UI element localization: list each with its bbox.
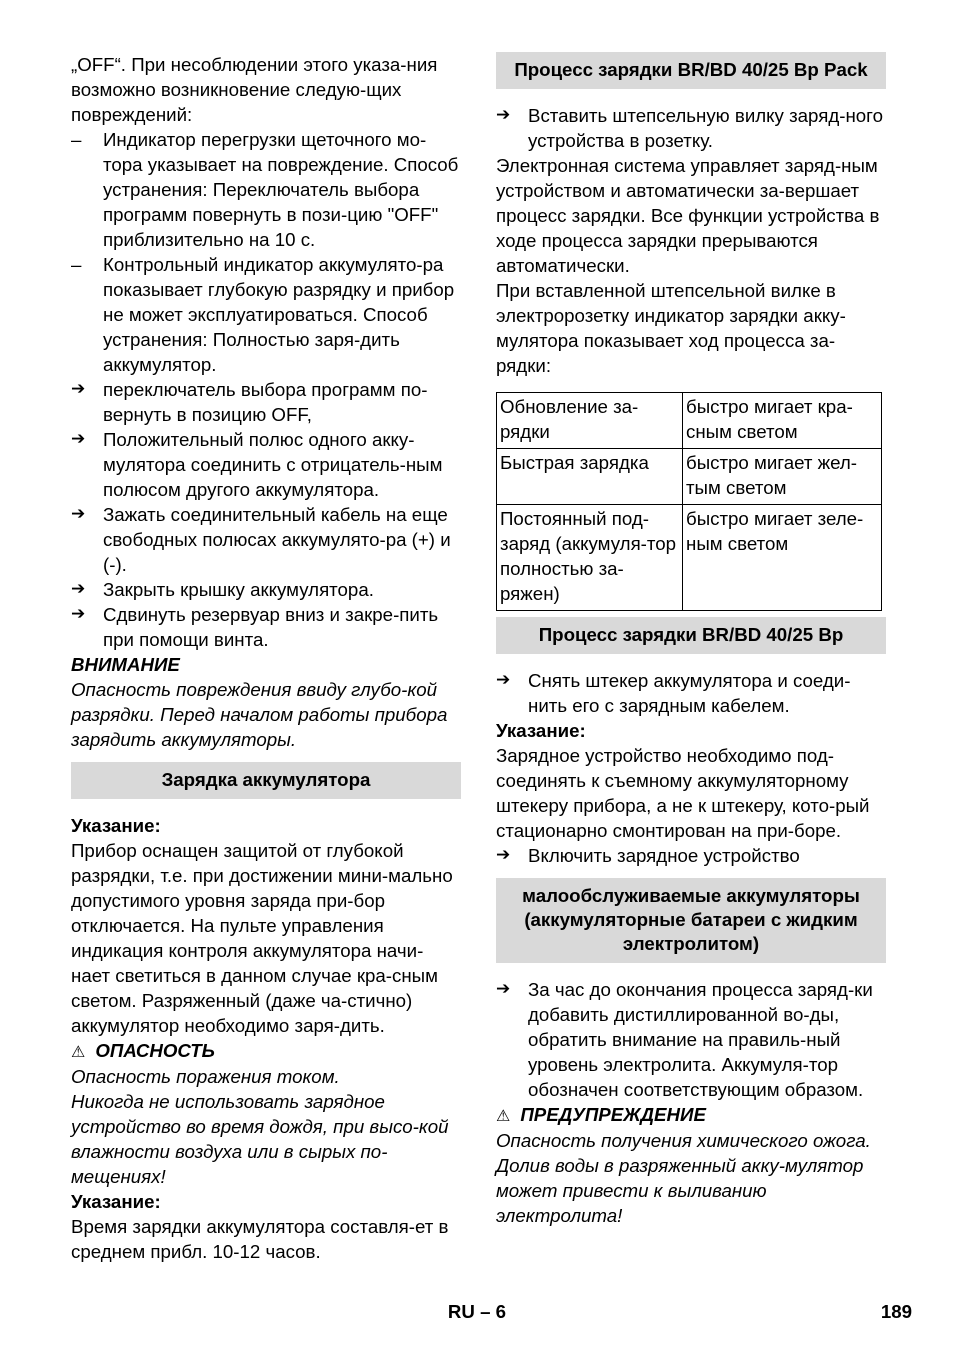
instruction-step-text: Закрыть крышку аккумулятора.	[103, 579, 374, 600]
dash-item	[71, 127, 461, 252]
instruction-step	[496, 843, 886, 868]
footer-section-label: RU – 6	[447, 1301, 507, 1322]
instruction-step	[71, 502, 461, 577]
dash-bullet: –	[71, 254, 82, 275]
table-cell-stage: Постоянный под-заряд (аккумуля-тор полностью за-ряжен)	[497, 505, 683, 611]
instruction-step	[71, 602, 461, 652]
instruction-step	[496, 977, 886, 1102]
arrow-right-icon: ➔	[496, 979, 511, 999]
danger-line-1: Опасность поражения током.	[71, 1066, 340, 1087]
instruction-step-text: Сдвинуть резервуар вниз и закре-пить при помощи винта.	[103, 604, 439, 650]
warning-triangle-icon: ⚠	[496, 1106, 511, 1125]
instruction-step	[71, 427, 461, 502]
table-cell-signal: быстро мигает жел-тым светом	[683, 449, 882, 505]
left-column	[71, 52, 461, 1264]
note-text: Зарядное устройство необходимо под-соединять к съемному аккумуляторному штекеру прибора, а не к штекеру, кото-рый стационарно смонтирован на при-боре.	[496, 745, 870, 841]
electronic-paragraph: Электронная система управляет заряд-ным устройством и автоматически за-вершает процесс зарядки. Все функции устройства в ходе процесса зарядки прерываются автоматически.	[496, 155, 880, 276]
arrow-right-icon: ➔	[71, 604, 86, 624]
arrow-right-icon: ➔	[71, 379, 86, 399]
section-heading-charging: Зарядка аккумулятора	[71, 762, 461, 799]
dash-item-text: Контрольный индикатор аккумулято-ра показывает глубокую разрядку и прибор не может эксплуатироваться. Способ устранения: Полностью заря-дить аккумулятор.	[103, 254, 455, 375]
danger-heading	[71, 1038, 461, 1064]
table-row	[497, 449, 882, 505]
section-heading-pack: Процесс зарядки BR/BD 40/25 Bp Pack	[496, 52, 886, 89]
dash-bullet: –	[71, 129, 82, 150]
table-row	[497, 393, 882, 449]
arrow-right-icon: ➔	[71, 579, 86, 599]
instruction-step-text: За час до окончания процесса заряд-ки добавить дистиллированной во-ды, обратить внимание на правиль-ный уровень электролита. Аккумуля-тор обозначен соответствующим образом.	[528, 979, 873, 1100]
arrow-right-icon: ➔	[496, 105, 511, 125]
instruction-step	[71, 377, 461, 427]
warning-label: ПРЕДУПРЕЖДЕНИЕ	[520, 1104, 706, 1125]
note-label: Указание:	[71, 815, 161, 836]
intro-paragraph: „OFF“. При несоблюдении этого указа-ния возможно возникновение следую-щих повреждений:	[71, 54, 438, 125]
arrow-right-icon: ➔	[71, 504, 86, 524]
instruction-step-text: Снять штекер аккумулятора и соеди-нить его с зарядным кабелем.	[528, 670, 851, 716]
note-label: Указание:	[71, 1191, 161, 1212]
warning-heading	[496, 1102, 886, 1128]
instruction-step	[496, 103, 886, 153]
instruction-step-text: Включить зарядное устройство	[528, 845, 800, 866]
arrow-right-icon: ➔	[496, 845, 511, 865]
page-number: 189	[880, 1301, 912, 1322]
dash-item	[71, 252, 461, 377]
note-text: Прибор оснащен защитой от глубокой разрядки, т.е. при достижении мини-мально допустимого уровня заряда при-бор отключается. На пульте управления индикация контроля аккумулятора начи-нает светиться в данном случае кра-сным светом. Разряженный (даже ча-стично) аккумулятор необходимо заря-дить.	[71, 840, 453, 1036]
attention-label: ВНИМАНИЕ	[71, 654, 180, 675]
instruction-step	[496, 668, 886, 718]
arrow-right-icon: ➔	[71, 429, 86, 449]
note-text: Время зарядки аккумулятора составля-ет в среднем прибл. 10-12 часов.	[71, 1216, 449, 1262]
table-row	[497, 505, 882, 611]
note-label: Указание:	[496, 720, 586, 741]
table-cell-signal: быстро мигает кра-сным светом	[683, 393, 882, 449]
section-heading-low-maintenance: малообслуживаемые аккумуляторы (аккумуляторные батареи с жидким электролитом)	[496, 878, 886, 963]
arrow-right-icon: ➔	[496, 670, 511, 690]
instruction-step	[71, 577, 461, 602]
danger-label: ОПАСНОСТЬ	[95, 1040, 215, 1061]
dash-item-text: Индикатор перегрузки щеточного мо-тора указывает на повреждение. Способ устранения: Переключатель выбора программ повернуть в пози-цию "OFF" приблизительно на 10 с.	[103, 129, 459, 250]
instruction-step-text: Зажать соединительный кабель на еще свободных полюсах аккумулято-ра (+) и (-).	[103, 504, 451, 575]
instruction-step-text: Положительный полюс одного акку-мулятора соединить с отрицатель-ным полюсом другого аккумулятора.	[103, 429, 443, 500]
instruction-step-text: переключатель выбора программ по-вернуть в позицию OFF,	[103, 379, 428, 425]
table-cell-stage: Обновление за-рядки	[497, 393, 683, 449]
table-cell-stage: Быстрая зарядка	[497, 449, 683, 505]
table-cell-signal: быстро мигает зеле-ным светом	[683, 505, 882, 611]
indicator-paragraph: При вставленной штепсельной вилке в электророзетку индикатор зарядки акку-мулятора показывает ход процесса за-рядки:	[496, 280, 846, 376]
warning-triangle-icon: ⚠	[71, 1042, 86, 1061]
charge-status-table	[496, 392, 882, 611]
right-column	[496, 52, 886, 1228]
attention-text: Опасность повреждения ввиду глубо-кой разрядки. Перед началом работы прибора зарядить аккумуляторы.	[71, 679, 448, 750]
warning-text: Опасность получения химического ожога. Долив воды в разряженный акку-мулятор может привести к выливанию электролита!	[496, 1130, 871, 1226]
section-heading-bp: Процесс зарядки BR/BD 40/25 Bp	[496, 617, 886, 654]
instruction-step-text: Вставить штепсельную вилку заряд-ного устройства в розетку.	[528, 105, 883, 151]
danger-line-2: Никогда не использовать зарядное устройство во время дождя, при высо-кой влажности воздуха или в сырых по-мещениях!	[71, 1091, 449, 1187]
